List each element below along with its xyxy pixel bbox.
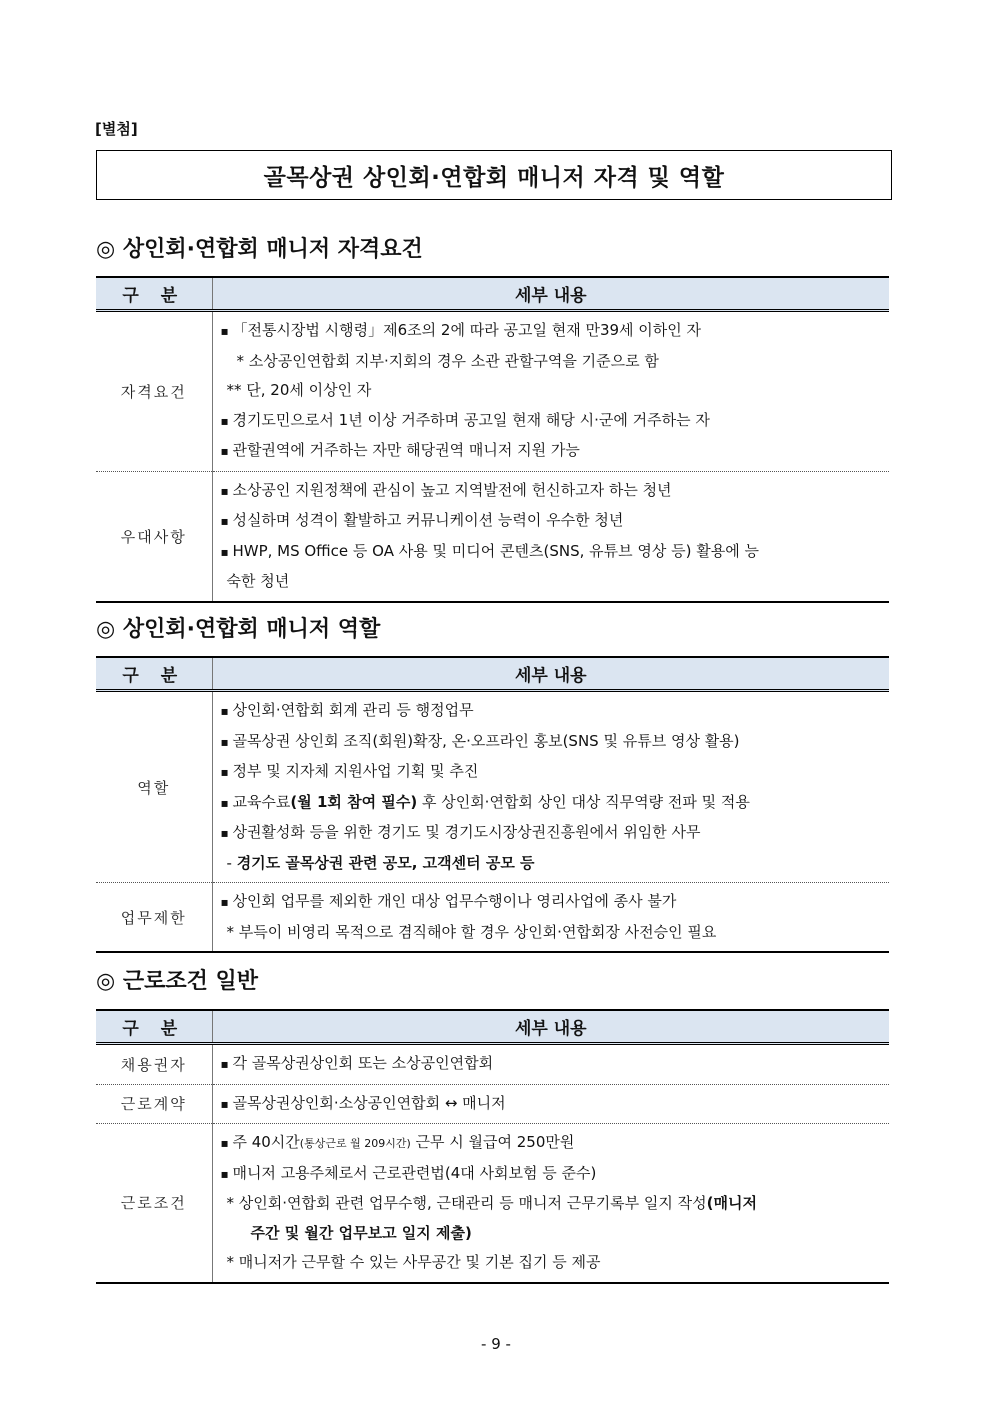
list-item: ▪ 경기도민으로서 1년 이상 거주하며 공고일 현재 해당 시·군에 거주하는 자 (221, 406, 884, 437)
attachment-label: [별첨] (95, 120, 138, 138)
list-text: 후 상인회·연합회 상인 대상 직무역량 전파 및 적용 (417, 792, 750, 811)
qualifications-table (96, 276, 889, 603)
row-category: 채용권자 (96, 1044, 212, 1085)
document-title: 골목상권 상인회·연합회 매니저 자격 및 역할 (263, 164, 725, 191)
row-detail (212, 1124, 889, 1283)
table-row (96, 311, 889, 472)
list-item (221, 1128, 884, 1159)
table-row (96, 883, 889, 953)
list-item: ▪ 상인회 업무를 제외한 개인 대상 업무수행이나 영리사업에 종사 불가 (221, 887, 884, 918)
header-category: 구 분 (96, 1010, 212, 1044)
table-row (96, 691, 889, 883)
roles-table (96, 656, 889, 953)
table-row (96, 471, 889, 602)
list-item: ▪ 성실하며 성격이 활발하고 커뮤니케이션 능력이 우수한 청년 (221, 506, 884, 537)
list-item: ▪ HWP, MS Office 등 OA 사용 및 미디어 콘텐츠(SNS, 유튜브 영상 등) 활용에 능 (221, 537, 884, 568)
list-item: ▪ 상권활성화 등을 위한 경기도 및 경기도시장상권진흥원에서 위임한 사무 (221, 818, 884, 849)
list-text: 주 40시간 (232, 1133, 300, 1151)
list-note-continuation: 주간 및 월간 업무보고 일지 제출) (250, 1223, 472, 1242)
row-category: 업무제한 (96, 883, 212, 953)
list-item: ▪ 정부 및 지자체 지원사업 기획 및 추진 (221, 757, 884, 788)
header-detail: 세부 내용 (212, 657, 889, 691)
page-number: - 9 - (481, 1335, 511, 1353)
row-category: 근로조건 (96, 1124, 212, 1283)
list-item: ▪ 소상공인 지원정책에 관심이 높고 지역발전에 헌신하고자 하는 청년 (221, 476, 884, 507)
row-detail (212, 691, 889, 883)
list-item: ▪ 골목상권 상인회 조직(회원)확장, 온·오프라인 홍보(SNS 및 유튜브 영상 활용) (221, 727, 884, 758)
list-note: * 소상공인연합회 지부·지회의 경우 소관 관할구역을 기준으로 함 (236, 351, 659, 370)
list-text-small: (통상근로 월 209시간) (299, 1137, 411, 1150)
section-heading-qualifications: ◎ 상인회·연합회 매니저 자격요건 (96, 237, 423, 262)
row-category: 역할 (96, 691, 212, 883)
header-detail: 세부 내용 (212, 1010, 889, 1044)
table-row (96, 1044, 889, 1085)
row-detail (212, 471, 889, 602)
list-item-continuation: 숙한 청년 (226, 572, 290, 590)
row-detail (212, 883, 889, 953)
list-item: ▪ 각 골목상권상인회 또는 소상공인연합회 (221, 1049, 884, 1080)
list-subitem (221, 849, 884, 879)
header-category: 구 분 (96, 657, 212, 691)
section-heading-roles: ◎ 상인회·연합회 매니저 역할 (96, 617, 381, 642)
list-note: ** 단, 20세 이상인 자 (226, 381, 372, 399)
list-item: ▪ 「전통시장법 시행령」제6조의 2에 따라 공고일 현재 만39세 이하인 자 (221, 316, 884, 347)
list-note: * 부득이 비영리 목적으로 겸직해야 할 경우 상인회·연합회장 사전승인 필요 (226, 922, 717, 941)
list-text: 교육수료 (232, 792, 291, 811)
list-note (221, 1189, 884, 1219)
list-item: ▪ 골목상권상인회·소상공인연합회 ↔ 매니저 (221, 1089, 884, 1120)
row-detail (212, 1084, 889, 1124)
table-row (96, 1124, 889, 1283)
list-text: * 상인회·연합회 관련 업무수행, 근태관리 등 매니저 근무기록부 일지 작성 (226, 1194, 707, 1212)
document-title-box (96, 150, 892, 200)
list-item (221, 788, 884, 819)
list-item: ▪ 관할권역에 거주하는 자만 해당권역 매니저 지원 가능 (221, 436, 884, 467)
list-text-bold: 경기도 골목상권 관련 공모, 고객센터 공모 등 (236, 853, 535, 872)
row-category: 근로계약 (96, 1084, 212, 1124)
header-category: 구 분 (96, 277, 212, 311)
list-text-bold: (월 1회 참여 필수) (290, 792, 418, 811)
row-detail (212, 1044, 889, 1085)
working-conditions-table (96, 1009, 889, 1284)
list-text: 근무 시 월급여 250만원 (410, 1133, 575, 1151)
row-category: 자격요건 (96, 311, 212, 472)
list-item: ▪ 매니저 고용주체로서 근로관련법(4대 사회보험 등 준수) (221, 1159, 884, 1190)
list-text-bold: (매니저 (706, 1194, 757, 1212)
header-detail: 세부 내용 (212, 277, 889, 311)
list-item: ▪ 상인회·연합회 회계 관리 등 행정업무 (221, 696, 884, 727)
section-heading-working-conditions: ◎ 근로조건 일반 (96, 969, 259, 994)
table-row (96, 1084, 889, 1124)
list-note: * 매니저가 근무할 수 있는 사무공간 및 기본 집기 등 제공 (226, 1253, 601, 1271)
row-detail (212, 311, 889, 472)
row-category: 우대사항 (96, 471, 212, 602)
dash-marker: - (226, 853, 237, 872)
